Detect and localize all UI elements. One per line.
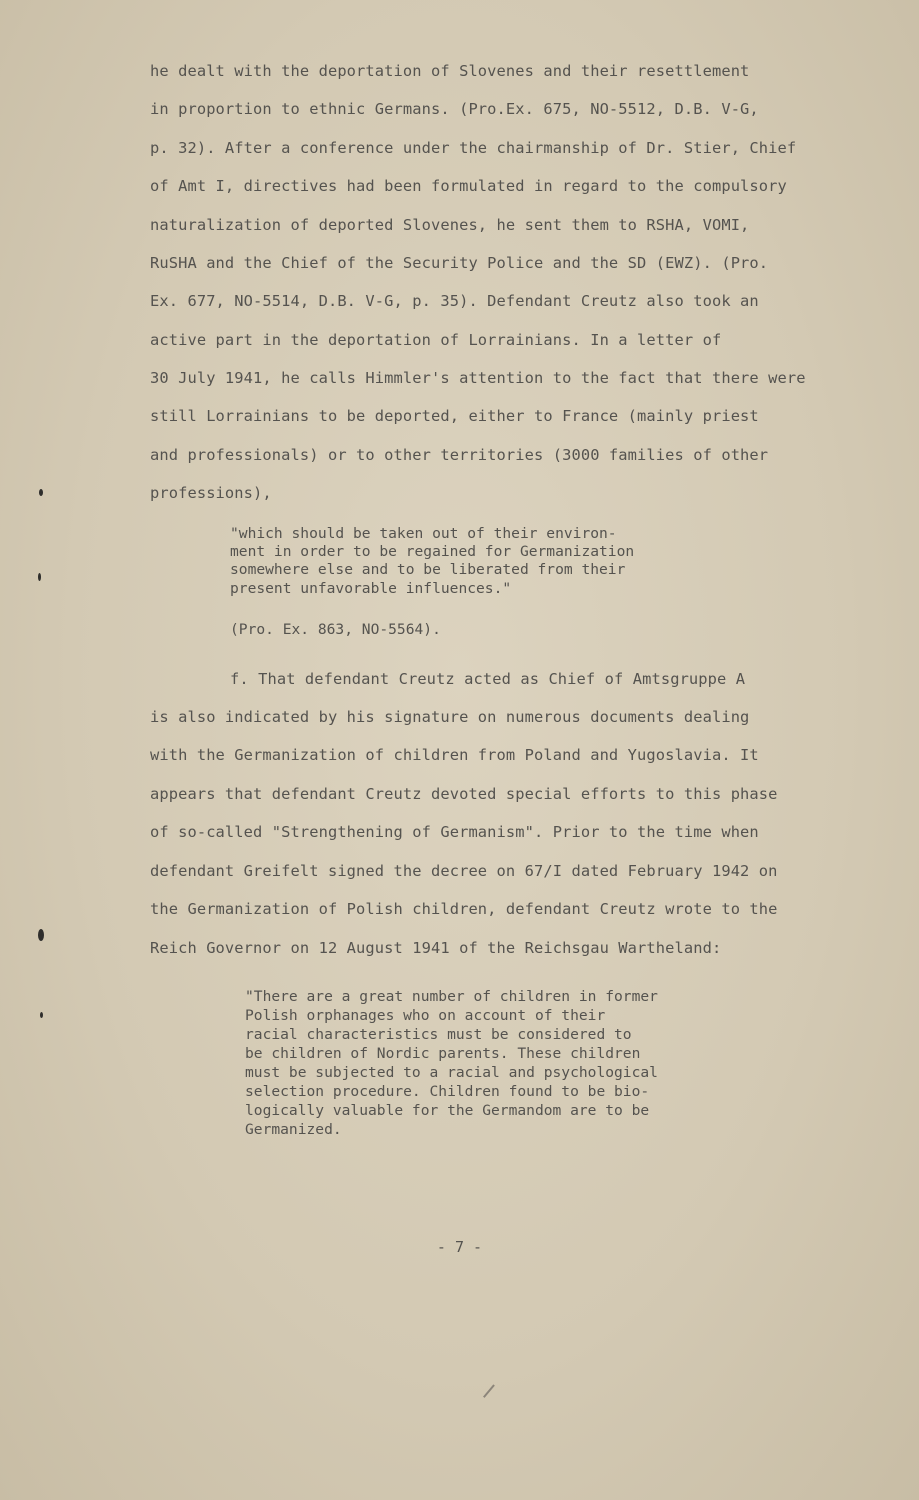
punch-hole-mark — [38, 929, 44, 941]
text-line: with the Germanization of children from Poland and Yugoslavia. It — [150, 746, 759, 764]
text-line: he dealt with the deportation of Slovenes and their resettlement — [150, 62, 750, 80]
text-line: 30 July 1941, he calls Himmler's attention to the fact that there were — [150, 369, 806, 387]
text-line: is also indicated by his signature on numerous documents dealing — [150, 708, 750, 726]
quote-line: must be subjected to a racial and psychological — [245, 1064, 658, 1081]
text-line: in proportion to ethnic Germans. (Pro.Ex. 675, NO-5512, D.B. V-G, — [150, 100, 759, 118]
text-line: Ex. 677, NO-5514, D.B. V-G, p. 35). Defendant Creutz also took an — [150, 292, 759, 310]
text-line: of so-called "Strengthening of Germanism". Prior to the time when — [150, 823, 759, 841]
punch-hole-mark — [40, 1012, 43, 1018]
text-line: f. That defendant Creutz acted as Chief of Amtsgruppe A — [230, 670, 746, 688]
text-line: and professionals) or to other territories (3000 families of other — [150, 446, 769, 464]
text-line: the Germanization of Polish children, defendant Creutz wrote to the — [150, 900, 778, 918]
text-line: defendant Greifelt signed the decree on 67/I dated February 1942 on — [150, 862, 778, 880]
quote-line: "which should be taken out of their environ- — [230, 525, 617, 542]
text-line: naturalization of deported Slovenes, he sent them to RSHA, VOMI, — [150, 216, 750, 234]
quote-citation: (Pro. Ex. 863, NO-5564). — [230, 621, 441, 638]
text-line: p. 32). After a conference under the chairmanship of Dr. Stier, Chief — [150, 139, 797, 157]
quote-line: selection procedure. Children found to be bio- — [245, 1083, 650, 1100]
quote-line: present unfavorable influences." — [230, 580, 512, 597]
quote-line: Germanized. — [245, 1121, 342, 1138]
quote-line: somewhere else and to be liberated from their — [230, 561, 626, 578]
punch-hole-mark — [39, 489, 43, 496]
text-line: of Amt I, directives had been formulated in regard to the compulsory — [150, 177, 787, 195]
quote-line: racial characteristics must be considered to — [245, 1026, 632, 1043]
quote-line: ment in order to be regained for Germanization — [230, 543, 635, 560]
text-line: professions), — [150, 484, 272, 502]
text-line: Reich Governor on 12 August 1941 of the Reichsgau Wartheland: — [150, 939, 722, 957]
page-number: - 7 - — [436, 1238, 483, 1256]
pencil-mark — [483, 1384, 494, 1397]
text-line: RuSHA and the Chief of the Security Police and the SD (EWZ). (Pro. — [150, 254, 769, 272]
text-line: appears that defendant Creutz devoted special efforts to this phase — [150, 785, 778, 803]
quote-line: be children of Nordic parents. These children — [245, 1045, 641, 1062]
quote-line: Polish orphanages who on account of their — [245, 1007, 606, 1024]
text-line: still Lorrainians to be deported, either to France (mainly priest — [150, 407, 759, 425]
text-line: active part in the deportation of Lorrainians. In a letter of — [150, 331, 722, 349]
quote-line: "There are a great number of children in former — [245, 988, 658, 1005]
punch-hole-mark — [38, 573, 41, 581]
quote-line: logically valuable for the Germandom are to be — [245, 1102, 650, 1119]
